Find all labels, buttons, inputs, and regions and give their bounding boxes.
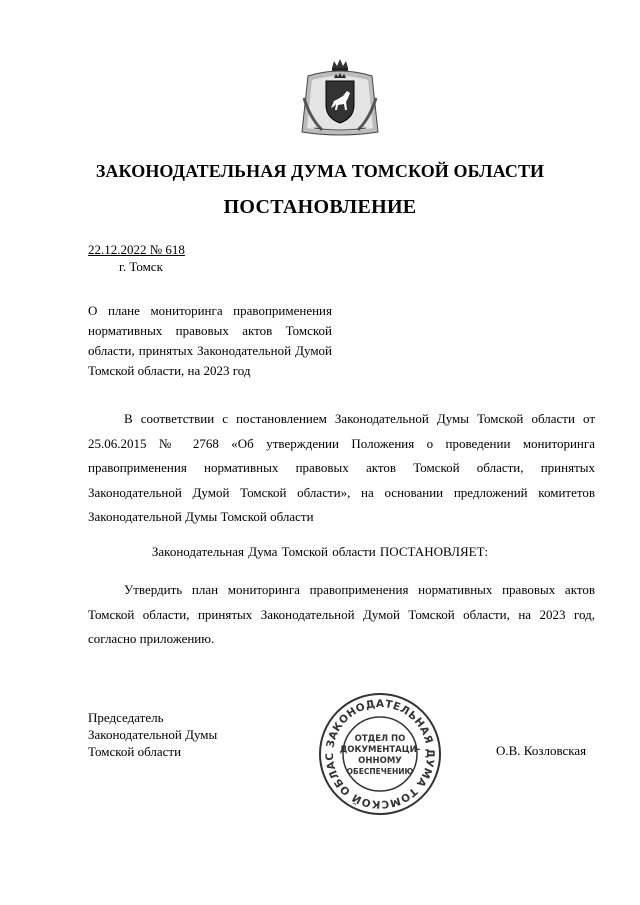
signer-title-line: Томской области: [88, 744, 182, 759]
stamp-center-line: ОБЕСПЕЧЕНИЮ: [346, 767, 414, 776]
stamp-center-line: ДОКУМЕНТАЦИ-: [339, 745, 421, 755]
signer-name: О.В. Козловская: [496, 743, 587, 758]
tomsk-oblast-coat-of-arms-icon: [298, 58, 382, 138]
resolution-paragraph: Утвердить план мониторинга правоприменения нормативных правовых актов Томской области, принятых Законодательной Думой Томской области, на 2023 год, согласно приложению.: [88, 582, 595, 646]
document-subject: О плане мониторинга правоприменения нормативных правовых актов Томской области, принятых Законодательной Думой Томской области, на 2023 год: [88, 303, 332, 378]
organization-name: ЗАКОНОДАТЕЛЬНАЯ ДУМА ТОМСКОЙ ОБЛАСТИ: [95, 161, 545, 181]
stamp-center-line: ОТДЕЛ ПО: [354, 734, 406, 744]
preamble-paragraph: В соответствии с постановлением Законодательной Думы Томской области от 25.06.2015 № 2768 «Об утверждении Положения о проведении мониторинга правоприменения нормативных правовых актов Томской области, принятых Законодательной Думой Томской области», на основании предложений комитетов Законодательной Думы Томской области: [88, 411, 595, 524]
coat-of-arms-emblem: [298, 58, 382, 138]
document-city: г. Томск: [119, 259, 163, 274]
document-type-title: ПОСТАНОВЛЕНИЕ: [223, 196, 417, 218]
stamp-seal-icon: [316, 691, 444, 817]
document-date-number: 22.12.2022 № 618: [88, 242, 185, 257]
decree-line: Законодательная Дума Томской области ПОСТАНОВЛЯЕТ:: [151, 544, 489, 559]
signer-title-line: Председатель: [88, 710, 164, 725]
stamp-ring-text: ЗАКОНОДАТЕЛЬНАЯ ДУМА ТОМСКОЙ ОБЛАС: [323, 697, 437, 811]
signer-title: [88, 709, 217, 760]
stamp-center-line: ОННОМУ: [358, 756, 402, 766]
signer-title-line: Законодательной Думы: [88, 727, 218, 742]
official-stamp: [316, 691, 444, 817]
